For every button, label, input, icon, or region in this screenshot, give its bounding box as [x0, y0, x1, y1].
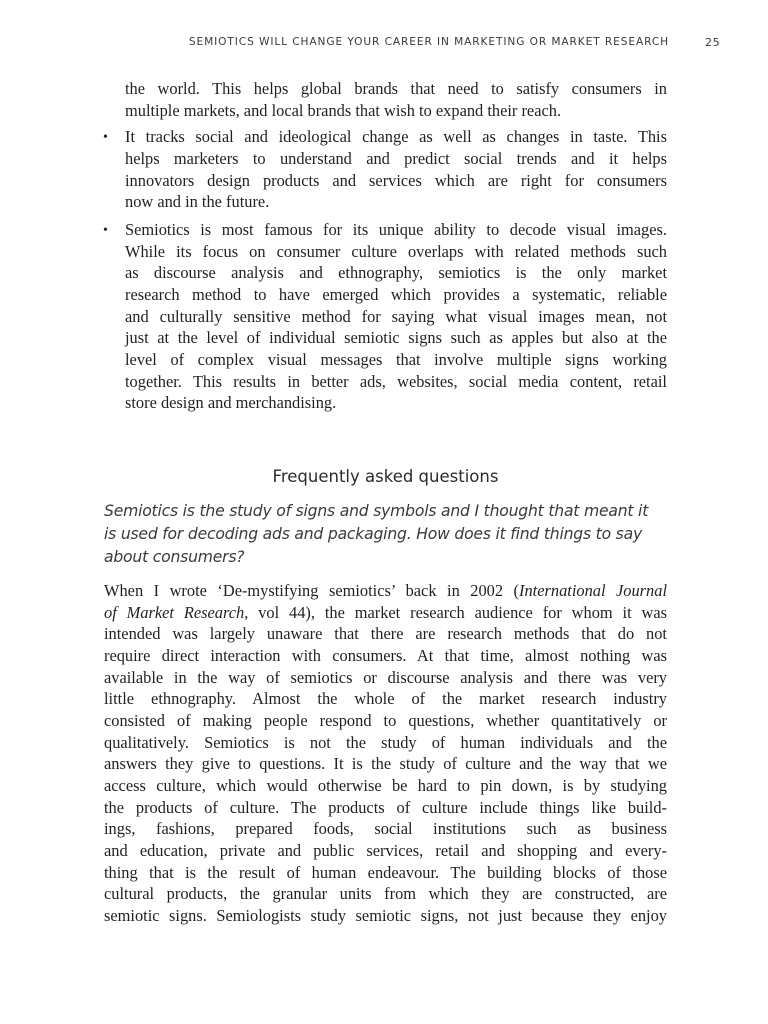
text-line: cultural products, the granular units from which they are constructed, are	[104, 884, 667, 903]
text-line: the world. This helps global brands that need to satisfy consumers in	[125, 79, 667, 98]
page-number: 25	[705, 36, 721, 49]
text-line: answers they give to questions. It is the study of culture and the way that we	[104, 754, 667, 773]
text-line: access culture, which would otherwise be hard to pin down, is by studying	[104, 776, 667, 795]
text-run: When I wrote ‘De-mystifying semiotics’ back in 2002 (	[104, 581, 520, 600]
text-line: require direct interaction with consumers. At that time, almost nothing was	[104, 646, 667, 665]
text-line: store design and merchandising.	[125, 393, 337, 412]
text-line: intended was largely unaware that there are research methods that do not	[104, 624, 667, 643]
text-line: and culturally sensitive method for saying what visual images mean, not	[125, 307, 667, 326]
text-line: just at the level of individual semiotic signs such as apples but also at the	[125, 328, 667, 347]
running-head-title: SEMIOTICS WILL CHANGE YOUR CAREER IN MARKETING OR MARKET RESEARCH	[188, 36, 669, 48]
text-line: together. This results in better ads, websites, social media content, retail	[125, 372, 667, 391]
text-line: little ethnography. Almost the whole of the market research industry	[104, 689, 667, 708]
question-line: is used for decoding ads and packaging. How does it find things to say	[104, 525, 642, 543]
running-head	[0, 36, 768, 52]
text-line: level of complex visual messages that involve multiple signs working	[125, 350, 667, 369]
text-line: innovators design products and services which are right for consumers	[125, 171, 667, 190]
text-line: Semiotics is most famous for its unique ability to decode visual images.	[125, 220, 667, 239]
text-line: semiotic signs. Semiologists study semiotic signs, not just because they enjoy	[104, 906, 667, 925]
bullet-dot-icon: •	[103, 130, 108, 145]
question-line: Semiotics is the study of signs and symbols and I thought that meant it	[104, 502, 649, 520]
text-line: consisted of making people respond to questions, whether quantitatively or	[104, 711, 667, 730]
text-line	[104, 603, 667, 623]
text-line: the products of culture. The products of culture include things like build-	[104, 798, 667, 817]
bullet-dot-icon: •	[103, 223, 108, 238]
text-line: as discourse analysis and ethnography, semiotics is the only market	[125, 263, 667, 282]
text-line: While its focus on consumer culture overlaps with related methods such	[125, 242, 667, 261]
text-line: thing that is the result of human endeavour. The building blocks of those	[104, 863, 667, 882]
text-line: qualitatively. Semiotics is not the study of human individuals and the	[104, 733, 667, 752]
text-line: It tracks social and ideological change as well as changes in taste. This	[125, 127, 667, 146]
text-line: research method to have emerged which provides a systematic, reliable	[125, 285, 667, 304]
text-line	[104, 581, 667, 601]
text-line: now and in the future.	[125, 192, 270, 211]
text-line: ings, fashions, prepared foods, social institutions such as business	[104, 819, 667, 838]
journal-title-italic: International Journal	[519, 581, 667, 600]
text-line: multiple markets, and local brands that wish to expand their reach.	[125, 101, 562, 120]
journal-title-italic: of Market Research	[104, 603, 245, 622]
text-line: helps marketers to understand and predict social trends and it helps	[125, 149, 667, 168]
text-line: available in the way of semiotics or discourse analysis and there was very	[104, 668, 667, 687]
faq-heading: Frequently asked questions	[272, 467, 499, 486]
text-run: , vol 44), the market research audience for whom it was	[244, 603, 668, 622]
text-line: and education, private and public services, retail and shopping and every-	[104, 841, 667, 860]
question-line: about consumers?	[104, 548, 245, 566]
